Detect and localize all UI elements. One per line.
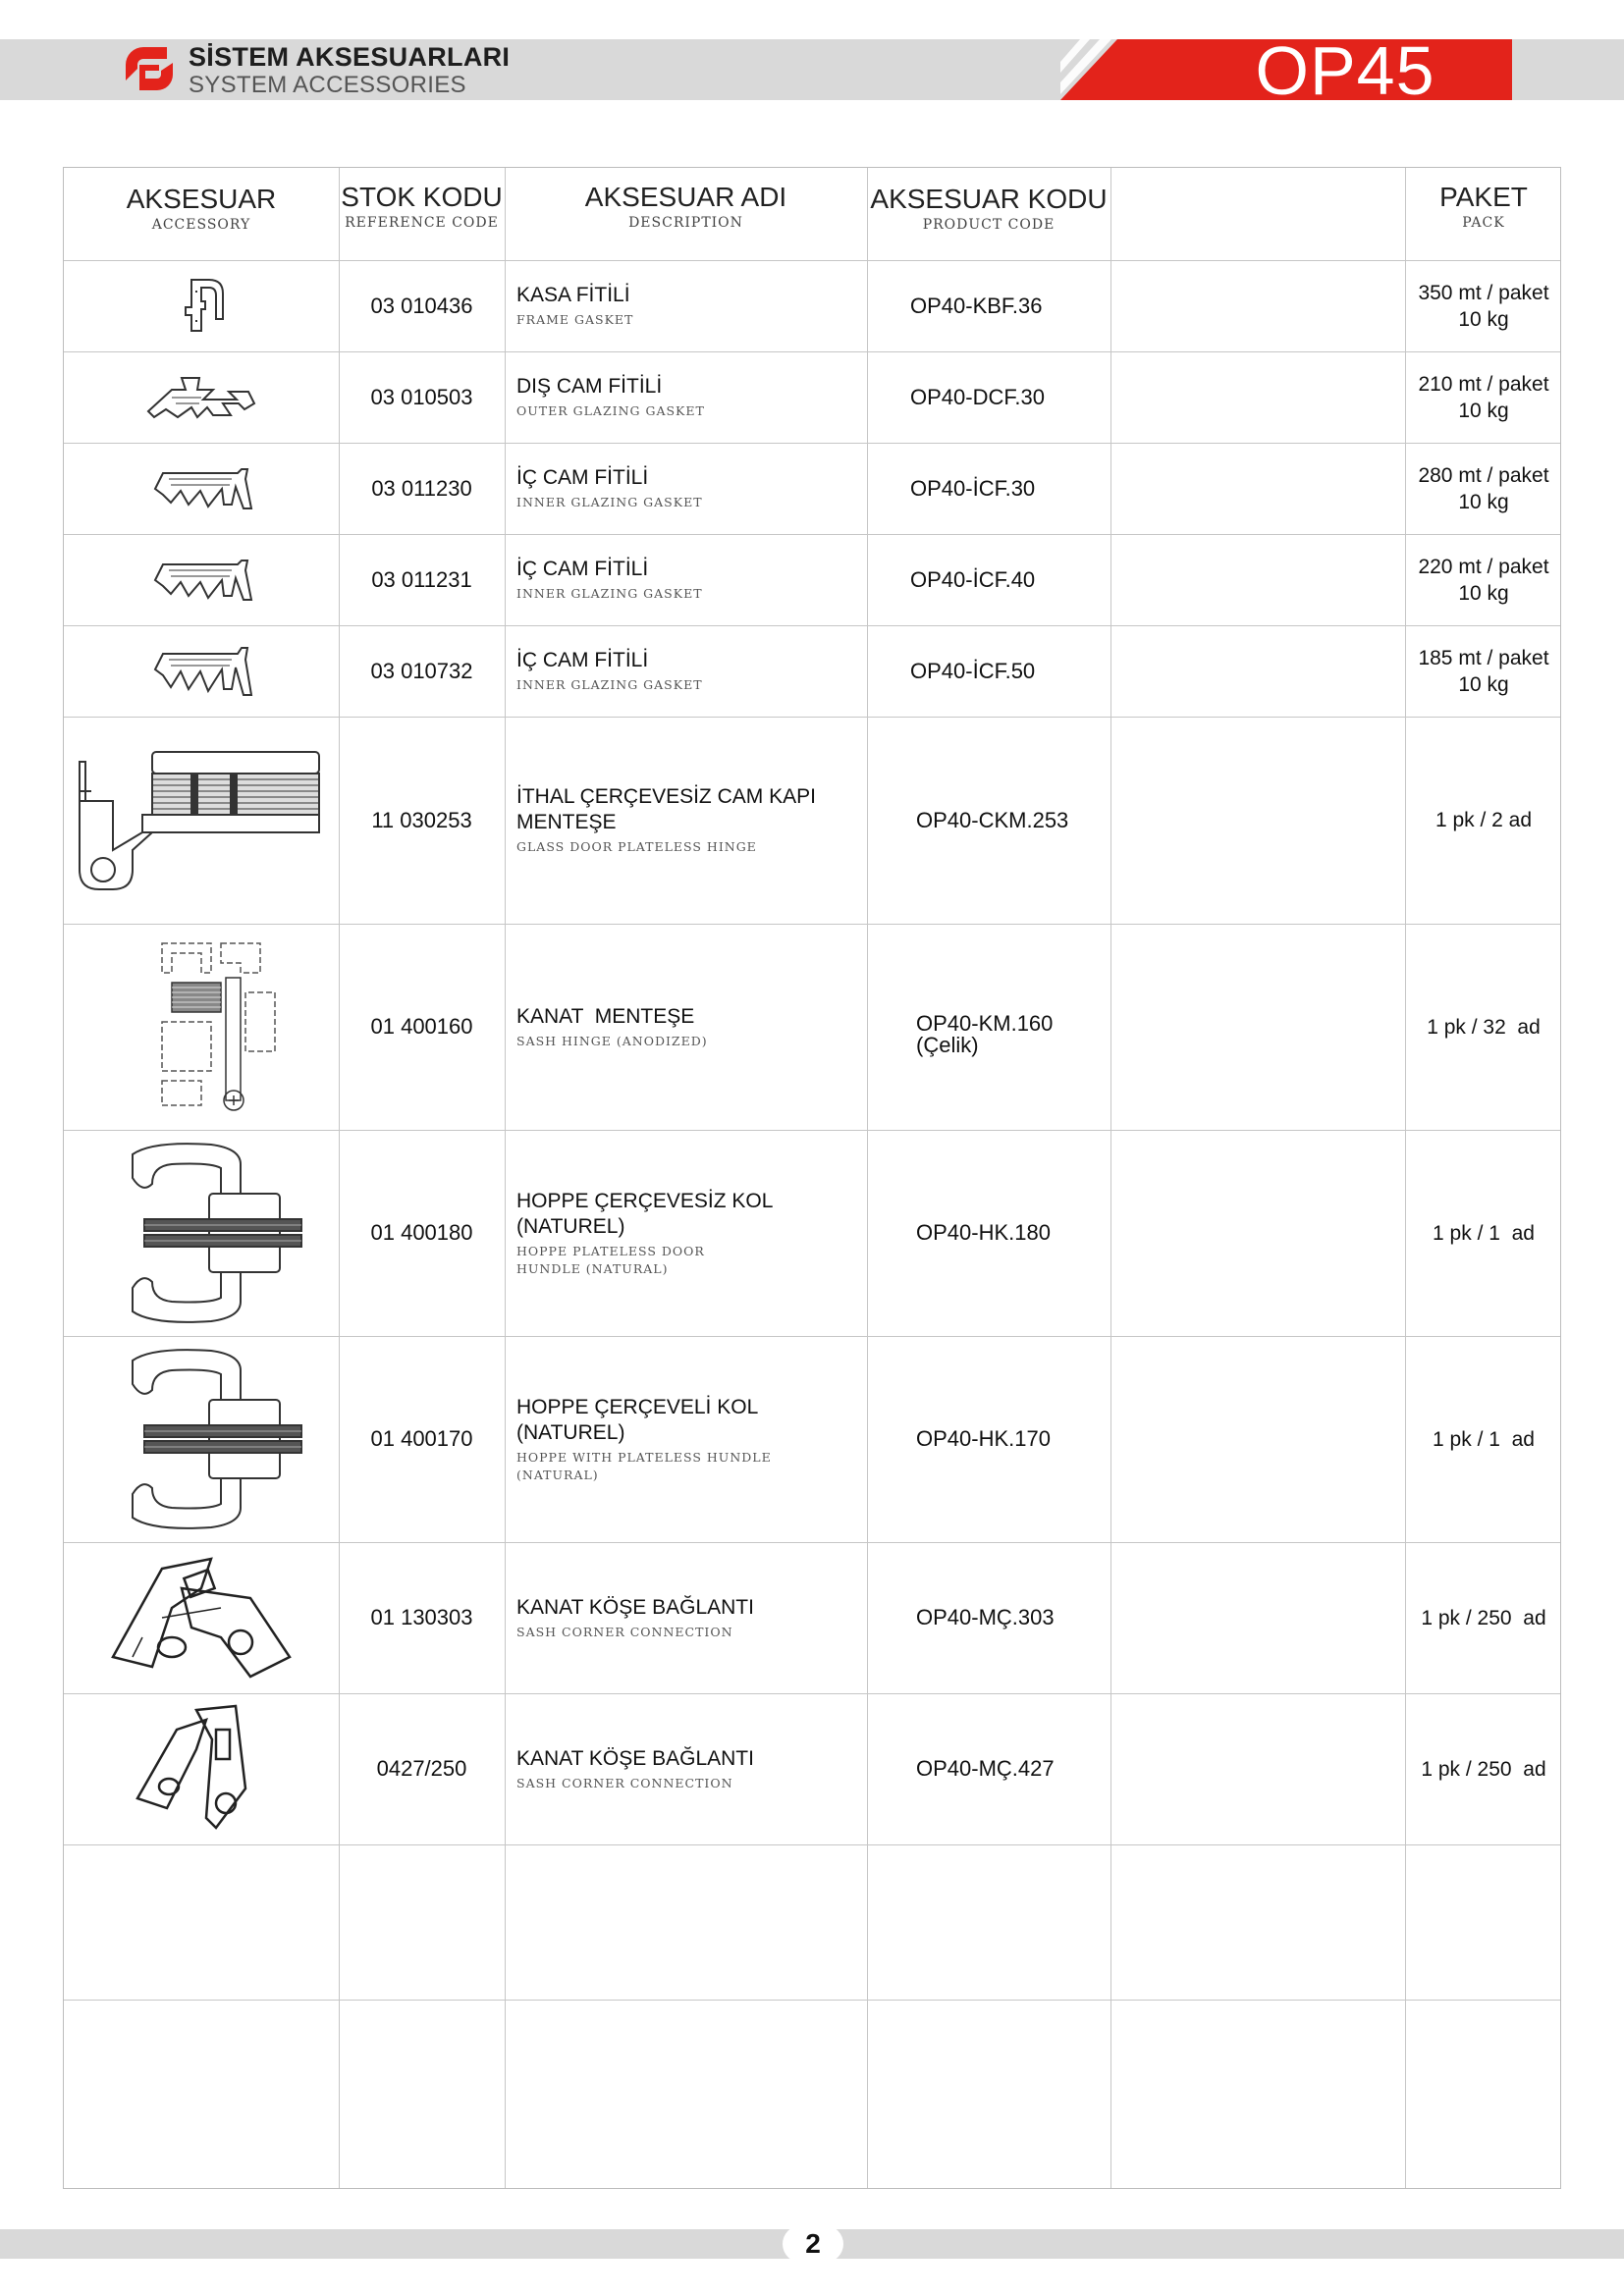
name-tr: İÇ CAM FİTİLİ <box>516 649 649 671</box>
accessory-name <box>505 351 867 443</box>
pack-qty: 210 mt / paket <box>1418 372 1549 396</box>
corner-connector-icon <box>64 1693 339 1844</box>
stock-code: 01 400170 <box>370 1426 473 1451</box>
name-en: OUTER GLAZING GASKET <box>516 403 705 418</box>
col-divider <box>1110 168 1111 2188</box>
name-tr: HOPPE ÇERÇEVESİZ KOL (NATUREL) <box>516 1189 773 1238</box>
name-en: SASH HINGE (ANODIZED) <box>516 1033 708 1048</box>
name-en: SASH CORNER CONNECTION <box>516 1775 733 1790</box>
stock-code: 01 130303 <box>370 1605 473 1629</box>
accessory-table <box>63 167 1561 2189</box>
header-title: SİSTEM AKSESUARLARI <box>189 42 511 72</box>
product-code-value: OP40-HK.180 <box>916 1220 1051 1245</box>
pack-qty: 280 mt / paket <box>1418 463 1549 487</box>
name-en: GLASS DOOR PLATELESS HINGE <box>516 839 757 854</box>
accessory-name <box>505 443 867 534</box>
page-number: 2 <box>783 2225 843 2263</box>
name-en: FRAME GASKET <box>516 312 634 327</box>
pack-info <box>1405 1542 1562 1693</box>
product-code-value: OP40-İCF.40 <box>910 566 1036 592</box>
pack-weight: 10 kg <box>1458 490 1509 513</box>
accessory-name <box>505 534 867 625</box>
accessory-name <box>505 717 867 924</box>
name-tr: KANAT KÖŞE BAĞLANTI <box>516 1746 754 1770</box>
pack-info <box>1405 1693 1562 1844</box>
pack-info <box>1405 260 1562 351</box>
pack-qty: 1 pk / 2 ad <box>1435 809 1533 831</box>
pack-qty: 350 mt / paket <box>1418 281 1549 304</box>
col-header-accessory-en: ACCESSORY <box>151 217 251 233</box>
name-en: HOPPE WITH PLATELESS HUNDLE (NATURAL) <box>516 1449 772 1482</box>
product-code-note: (Çelik) <box>916 1033 979 1057</box>
col-header-name <box>505 182 867 231</box>
series-code: OP45 <box>1255 32 1435 109</box>
name-en: HOPPE PLATELESS DOOR HUNDLE (NATURAL) <box>516 1243 705 1276</box>
accessory-name <box>505 625 867 717</box>
col-header-accessory <box>64 184 339 233</box>
product-code-value: OP40-HK.170 <box>916 1426 1051 1451</box>
name-en: INNER GLAZING GASKET <box>516 677 703 692</box>
product-code <box>867 717 1110 924</box>
name-tr: İÇ CAM FİTİLİ <box>516 558 649 580</box>
pack-info <box>1405 351 1562 443</box>
accessory-name <box>505 1130 867 1336</box>
col-header-pack <box>1405 182 1562 231</box>
pack-qty: 1 pk / 1 ad <box>1433 1221 1535 1245</box>
pack-info <box>1405 625 1562 717</box>
pack-qty: 185 mt / paket <box>1418 646 1549 669</box>
col-header-code-en: PRODUCT CODE <box>922 217 1056 233</box>
pack-qty: 220 mt / paket <box>1418 555 1549 578</box>
product-code-value: OP40-KBF.36 <box>910 293 1043 318</box>
pack-info <box>1405 717 1562 924</box>
product-code-value: OP40-KM.160 <box>916 1011 1054 1036</box>
sash-hinge-icon <box>64 924 339 1130</box>
col-header-pack-en: PACK <box>1462 215 1505 231</box>
pack-weight: 10 kg <box>1458 399 1509 422</box>
accessory-name <box>505 924 867 1130</box>
product-code <box>867 443 1110 534</box>
product-code <box>867 534 1110 625</box>
pack-qty: 1 pk / 250 ad <box>1421 1757 1546 1781</box>
outer-glazing-gasket-icon <box>64 351 339 443</box>
pack-qty: 1 pk / 1 ad <box>1433 1427 1535 1451</box>
row-divider <box>64 1844 1560 1845</box>
accessory-name <box>505 1542 867 1693</box>
name-tr: KANAT KÖŞE BAĞLANTI <box>516 1595 754 1619</box>
name-tr: HOPPE ÇERÇEVELİ KOL (NATUREL) <box>516 1395 758 1444</box>
product-code <box>867 1693 1110 1844</box>
name-tr: KANAT MENTEŞE <box>516 1004 695 1028</box>
stock-code: 03 010503 <box>370 384 473 409</box>
product-code <box>867 351 1110 443</box>
stock-code: 0427/250 <box>376 1756 467 1781</box>
col-header-pack-tr: PAKET <box>1439 182 1528 212</box>
pack-info <box>1405 924 1562 1130</box>
product-code <box>867 1336 1110 1542</box>
inner-glazing-gasket-icon <box>64 625 339 717</box>
pack-info <box>1405 534 1562 625</box>
col-header-stock-en: REFERENCE CODE <box>345 215 499 231</box>
name-tr: İÇ CAM FİTİLİ <box>516 466 649 489</box>
product-code <box>867 625 1110 717</box>
accessory-name <box>505 260 867 351</box>
pack-weight: 10 kg <box>1458 581 1509 605</box>
stock-code: 03 010436 <box>370 293 473 318</box>
name-en: INNER GLAZING GASKET <box>516 586 703 601</box>
glass-door-hinge-icon <box>64 717 339 924</box>
door-handle-icon <box>64 1130 339 1336</box>
stock-code: 03 011230 <box>371 475 472 501</box>
pack-info <box>1405 1336 1562 1542</box>
name-tr: KASA FİTİLİ <box>516 284 630 306</box>
product-code-value: OP40-İCF.50 <box>910 658 1036 683</box>
product-code <box>867 1130 1110 1336</box>
product-code-value: OP40-MÇ.427 <box>916 1756 1055 1781</box>
product-code-value: OP40-İCF.30 <box>910 475 1036 501</box>
company-logo-icon <box>120 41 179 96</box>
name-en: SASH CORNER CONNECTION <box>516 1624 733 1639</box>
product-code <box>867 260 1110 351</box>
product-code-value: OP40-DCF.30 <box>910 384 1045 409</box>
product-code <box>867 924 1110 1130</box>
col-header-stock <box>339 182 505 231</box>
pack-qty: 1 pk / 250 ad <box>1421 1606 1546 1629</box>
stock-code: 11 030253 <box>371 807 472 832</box>
stock-code: 03 011231 <box>371 566 472 592</box>
header-subtitle: SYSTEM ACCESSORIES <box>189 72 466 98</box>
stock-code: 03 010732 <box>370 658 473 683</box>
col-header-name-tr: AKSESUAR ADI <box>584 182 787 212</box>
pack-weight: 10 kg <box>1458 307 1509 331</box>
name-tr: DIŞ CAM FİTİLİ <box>516 375 663 398</box>
name-tr: İTHAL ÇERÇEVESİZ CAM KAPI MENTEŞE <box>516 785 816 833</box>
col-header-accessory-tr: AKSESUAR <box>126 184 277 214</box>
product-code <box>867 1542 1110 1693</box>
stock-code: 01 400180 <box>370 1220 473 1245</box>
stock-code: 01 400160 <box>370 1014 473 1039</box>
col-header-stock-tr: STOK KODU <box>341 182 503 212</box>
accessory-name <box>505 1693 867 1844</box>
pack-qty: 1 pk / 32 ad <box>1427 1015 1541 1039</box>
accessory-name <box>505 1336 867 1542</box>
col-header-name-en: DESCRIPTION <box>628 215 743 231</box>
row-divider <box>64 2000 1560 2001</box>
col-header-code <box>867 184 1110 233</box>
product-code-value: OP40-MÇ.303 <box>916 1605 1055 1629</box>
door-handle-icon <box>64 1336 339 1542</box>
name-en: INNER GLAZING GASKET <box>516 495 703 509</box>
pack-info <box>1405 1130 1562 1336</box>
pack-info <box>1405 443 1562 534</box>
frame-gasket-icon <box>64 260 339 351</box>
pack-weight: 10 kg <box>1458 672 1509 696</box>
inner-glazing-gasket-icon <box>64 534 339 625</box>
product-code-value: OP40-CKM.253 <box>916 807 1069 832</box>
corner-connector-icon <box>64 1542 339 1693</box>
col-header-code-tr: AKSESUAR KODU <box>870 184 1108 214</box>
inner-glazing-gasket-icon <box>64 443 339 534</box>
